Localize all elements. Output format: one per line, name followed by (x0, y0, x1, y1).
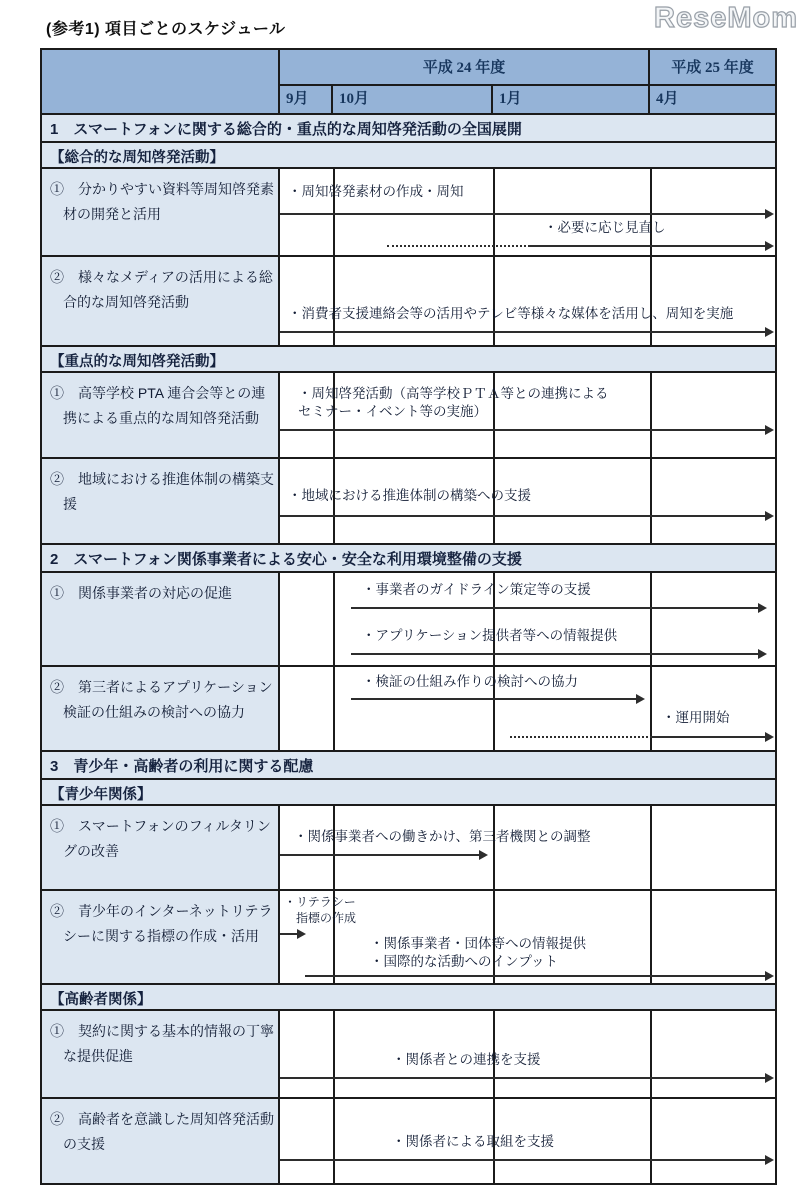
header-month-apr: 4月 (650, 86, 775, 113)
timeline-arrow-line (652, 736, 765, 738)
annotation-line: ・国際的な活動へのインプット (370, 954, 559, 969)
item-label: ① 契約に関する基本的情報の丁寧な提供促進 (42, 1011, 280, 1097)
timeline-annotation: ・運用開始 (662, 710, 730, 725)
timeline-annotation: ・事業者のガイドライン策定等の支援 (362, 582, 591, 597)
schedule-row (42, 169, 775, 257)
timeline-annotation: ・関係者による取組を支援 (392, 1134, 554, 1149)
timeline-arrow-line (351, 698, 636, 700)
annotation-line: ・周知啓発活動（高等学校ＰＴＡ等との連携による (298, 386, 609, 401)
timeline-annotation: ・消費者支援連絡会等の活用やテレビ等様々な媒体を活用し、周知を実施 (288, 306, 734, 321)
timeline-arrow-line (351, 607, 758, 609)
arrow-head-icon (765, 1155, 774, 1165)
header-year-h24: 平成 24 年度 (280, 50, 650, 86)
timeline-arrow-line (280, 331, 765, 333)
annotation-line: ・関係事業者・団体等への情報提供 (370, 936, 586, 951)
item-label: ① 高等学校 PTA 連合会等との連携による重点的な周知啓発活動 (42, 373, 280, 457)
timeline-arrow-line (280, 213, 765, 215)
arrow-head-icon (765, 1073, 774, 1083)
schedule-row (42, 573, 775, 667)
column-divider (333, 169, 335, 255)
timeline-annotation: ・関係者との連携を支援 (392, 1052, 541, 1067)
item-label: ② 高齢者を意識した周知啓発活動の支援 (42, 1099, 280, 1183)
timeline-cell (280, 169, 775, 255)
timeline-arrow-line (280, 854, 479, 856)
timeline-cell (280, 373, 775, 457)
section-header: 1 スマートフォンに関する総合的・重点的な周知啓発活動の全国展開 (42, 115, 775, 143)
header-year-h25: 平成 25 年度 (650, 50, 775, 86)
arrow-head-icon (297, 929, 306, 939)
column-divider (650, 169, 652, 255)
timeline-cell (280, 257, 775, 345)
schedule-row (42, 257, 775, 347)
table-header (42, 50, 775, 115)
timeline-cell (280, 891, 775, 983)
column-divider (333, 1011, 335, 1097)
timeline-dotted-line (510, 736, 652, 738)
column-divider (650, 1011, 652, 1097)
item-label: ② 第三者によるアプリケーション検証の仕組みの検討への協力 (42, 667, 280, 750)
arrow-head-icon (765, 732, 774, 742)
arrow-head-icon (636, 694, 645, 704)
arrow-head-icon (765, 209, 774, 219)
timeline-annotation (298, 385, 609, 421)
section-header: 3 青少年・高齢者の利用に関する配慮 (42, 752, 775, 780)
column-divider (333, 667, 335, 750)
arrow-head-icon (758, 649, 767, 659)
item-label: ① 関係事業者の対応の促進 (42, 573, 280, 665)
schedule-row (42, 891, 775, 985)
timeline-annotation: ・検証の仕組み作りの検討への協力 (362, 674, 578, 689)
timeline-cell (280, 1011, 775, 1097)
item-label: ② 様々なメディアの活用による総合的な周知啓発活動 (42, 257, 280, 345)
page-title: (参考1) 項目ごとのスケジュール (46, 21, 286, 38)
annotation-line: 指標の作成 (284, 911, 357, 925)
arrow-head-icon (758, 603, 767, 613)
annotation-line: セミナー・イベント等の実施） (298, 404, 487, 419)
timeline-annotation: ・関係事業者への働きかけ、第三者機関との調整 (294, 829, 591, 844)
column-divider (650, 573, 652, 665)
column-divider (650, 459, 652, 543)
timeline-cell (280, 667, 775, 750)
column-divider (333, 1099, 335, 1183)
timeline-annotation (370, 935, 586, 971)
resemom-logo: ReseMom (654, 2, 798, 34)
header-month-oct: 10月 (333, 86, 493, 113)
timeline-arrow-line (280, 429, 765, 431)
timeline-arrow-line (351, 653, 758, 655)
timeline-annotation: ・アプリケーション提供者等への情報提供 (362, 628, 618, 643)
arrow-head-icon (765, 971, 774, 981)
schedule-table (40, 48, 777, 1185)
header-corner-cell (42, 50, 280, 113)
schedule-row (42, 667, 775, 752)
arrow-head-icon (765, 241, 774, 251)
schedule-row (42, 459, 775, 545)
timeline-annotation (284, 894, 356, 926)
column-divider (333, 573, 335, 665)
timeline-arrow-line (530, 245, 765, 247)
schedule-row (42, 1099, 775, 1183)
item-label: ① 分かりやすい資料等周知啓発素材の開発と活用 (42, 169, 280, 255)
timeline-annotation: ・地域における推進体制の構築への支援 (288, 488, 531, 503)
subsection-header: 【重点的な周知啓発活動】 (42, 347, 775, 373)
table-body (42, 115, 775, 1183)
item-label: ② 青少年のインターネットリテラシーに関する指標の作成・活用 (42, 891, 280, 983)
item-label: ② 地域における推進体制の構築支援 (42, 459, 280, 543)
timeline-cell (280, 1099, 775, 1183)
timeline-dotted-line (387, 245, 530, 247)
timeline-arrow-line (280, 1077, 765, 1079)
schedule-row (42, 806, 775, 891)
timeline-cell (280, 806, 775, 889)
header-month-sep: 9月 (280, 86, 333, 113)
arrow-head-icon (479, 850, 488, 860)
column-divider (650, 373, 652, 457)
schedule-row (42, 1011, 775, 1099)
column-divider (493, 806, 495, 889)
timeline-arrow-line (280, 933, 297, 935)
timeline-cell (280, 573, 775, 665)
arrow-head-icon (765, 327, 774, 337)
column-divider (333, 806, 335, 889)
item-label: ① スマートフォンのフィルタリングの改善 (42, 806, 280, 889)
schedule-row (42, 373, 775, 459)
column-divider (650, 1099, 652, 1183)
column-divider (650, 891, 652, 983)
timeline-arrow-line (305, 975, 765, 977)
timeline-cell (280, 459, 775, 543)
arrow-head-icon (765, 425, 774, 435)
column-divider (650, 806, 652, 889)
timeline-annotation: ・必要に応じ見直し (544, 220, 666, 235)
column-divider (493, 169, 495, 255)
subsection-header: 【青少年関係】 (42, 780, 775, 806)
timeline-arrow-line (280, 515, 765, 517)
timeline-arrow-line (280, 1159, 765, 1161)
header-month-jan: 1月 (493, 86, 650, 113)
subsection-header: 【総合的な周知啓発活動】 (42, 143, 775, 169)
timeline-annotation: ・周知啓発素材の作成・周知 (288, 184, 464, 199)
subsection-header: 【高齢者関係】 (42, 985, 775, 1011)
arrow-head-icon (765, 511, 774, 521)
section-header: 2 スマートフォン関係事業者による安心・安全な利用環境整備の支援 (42, 545, 775, 573)
annotation-line: ・リテラシー (284, 895, 356, 909)
